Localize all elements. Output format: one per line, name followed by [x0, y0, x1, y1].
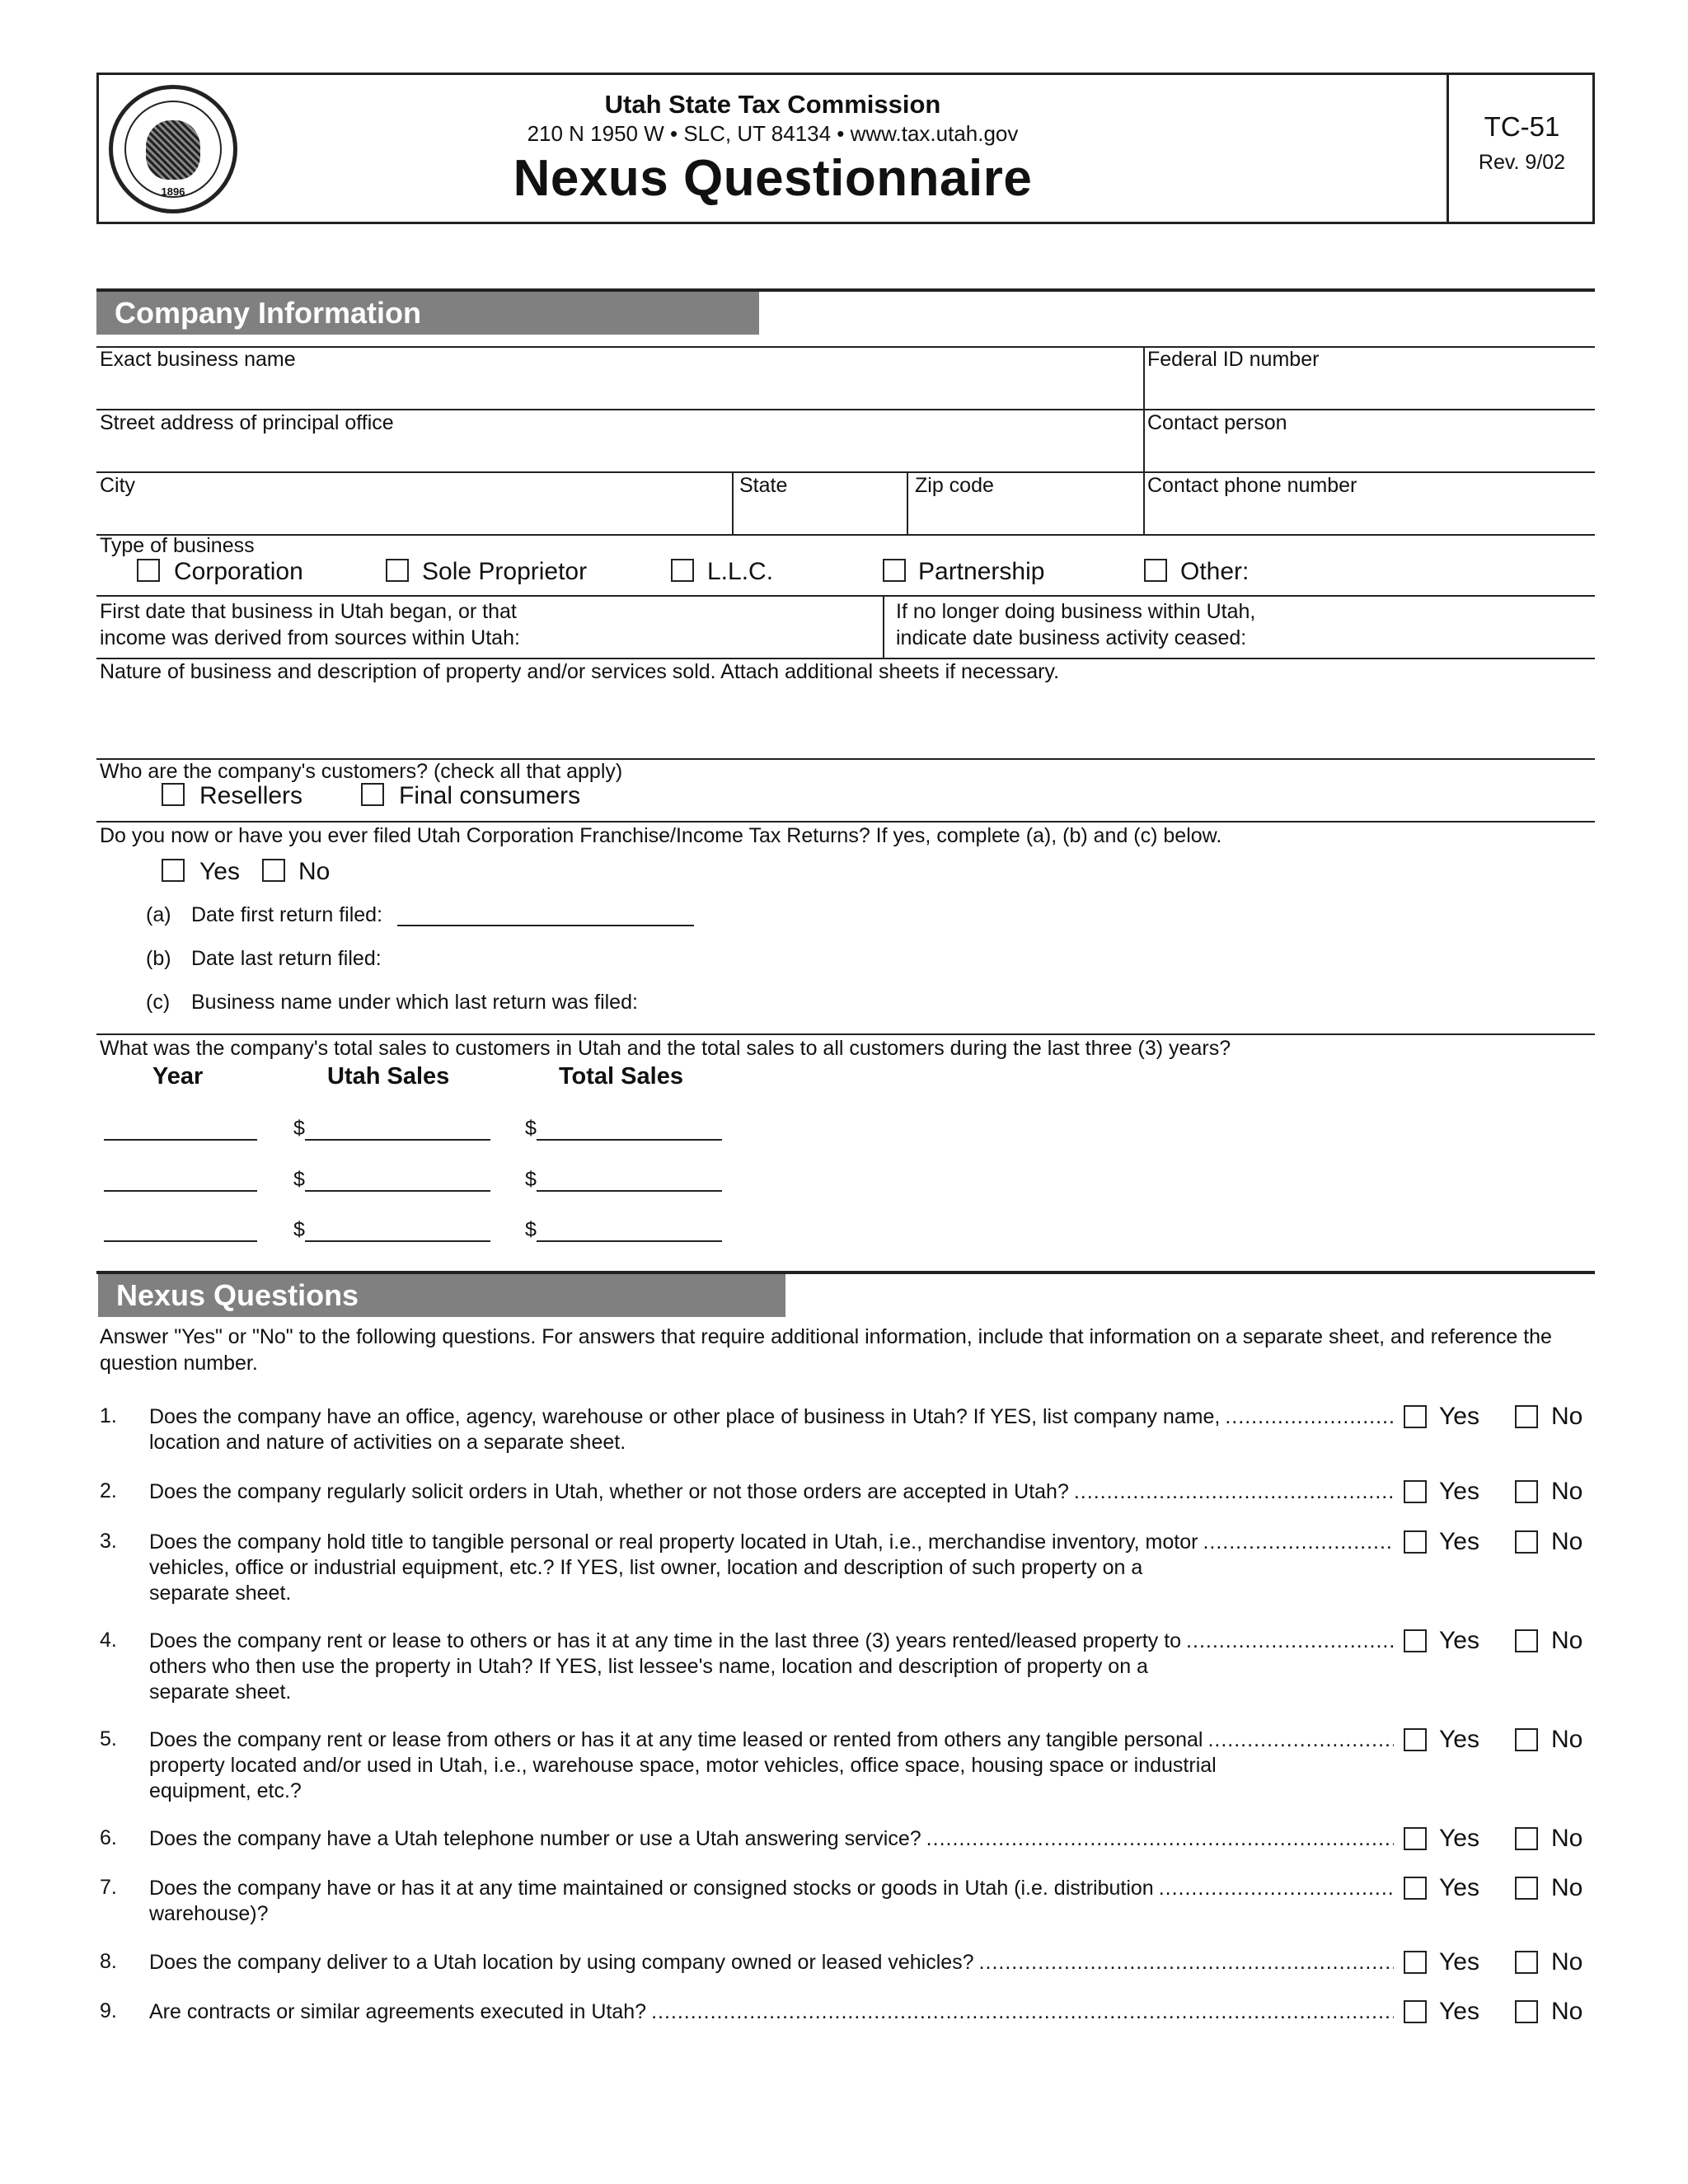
final-consumers-label: Final consumers [399, 782, 581, 809]
yes-label: Yes [1439, 1998, 1479, 2025]
zip-label: Zip code [915, 474, 994, 497]
question-text: Does the company have a Utah telephone number or use a Utah answering service? ..... [149, 1826, 1394, 1852]
question-text: Does the company hold title to tangible personal or real property located in Utah, i.e., merchandise inventory, motor ..... vehicles, office or industrial equipment, etc.? If YES, list owner, location and description of such property on a separate sheet. [149, 1530, 1394, 1606]
question-4-yes-checkbox[interactable] [1404, 1629, 1427, 1652]
no-label: No [1551, 1528, 1583, 1555]
question-text: Does the company have an office, agency, warehouse or other place of business in Utah? If YES, list company name, ..... location and nature of activities on a separate sheet. [149, 1404, 1394, 1455]
yes-label: Yes [1439, 1403, 1479, 1430]
sole-proprietor-checkbox[interactable] [386, 559, 409, 582]
question-text: Does the company regularly solicit orders in Utah, whether or not those orders are accepted in Utah? ..... [149, 1479, 1394, 1505]
sub-b-letter: (b) [146, 947, 171, 970]
sub-a-letter: (a) [146, 903, 171, 926]
business-name-label: Exact business name [100, 348, 296, 371]
yes-label: Yes [1439, 1948, 1479, 1975]
yes-label: Yes [1439, 1825, 1479, 1852]
total-sales-line-1[interactable] [537, 1139, 722, 1141]
no-label: No [1551, 1403, 1583, 1430]
date-last-filed-label: Date last return filed: [191, 947, 382, 970]
filed-yes-label: Yes [199, 858, 240, 885]
question-number: 7. [100, 1876, 117, 1899]
question-number: 8. [100, 1950, 117, 1973]
yes-label: Yes [1439, 1478, 1479, 1505]
question-5-yes-checkbox[interactable] [1404, 1728, 1427, 1751]
question-text: Does the company have or has it at any time maintained or consigned stocks or goods in Utah (i.e. distribution ..... warehouse)? [149, 1876, 1394, 1927]
year-line-2[interactable] [104, 1190, 257, 1192]
no-label: No [1551, 1874, 1583, 1901]
first-date-label: First date that business in Utah began, or that income was derived from sources within Utah: [100, 600, 520, 649]
form-number: TC-51 [1484, 111, 1560, 142]
question-6-yes-checkbox[interactable] [1404, 1827, 1427, 1850]
question-3-yes-checkbox[interactable] [1404, 1530, 1427, 1554]
agency-name: Utah State Tax Commission [604, 90, 941, 119]
form-header [96, 73, 1595, 224]
question-text: Does the company rent or lease to others or has it at any time in the last three (3) years rented/leased property to ..... others who then use the property in Utah? If YES, list lessee's name, location and description of property on a separate sheet. [149, 1629, 1394, 1705]
question-number: 5. [100, 1727, 117, 1750]
state-seal-icon: 1896 [109, 85, 237, 213]
nexus-section-title: Nexus Questions [98, 1274, 785, 1317]
yes-label: Yes [1439, 1528, 1479, 1555]
utah-sales-line-1[interactable] [305, 1139, 490, 1141]
other-checkbox[interactable] [1144, 559, 1167, 582]
final-consumers-checkbox[interactable] [361, 783, 384, 806]
filed-no-label: No [298, 858, 331, 885]
sole-proprietor-label: Sole Proprietor [422, 558, 588, 585]
yes-label: Yes [1439, 1627, 1479, 1654]
question-text: Does the company deliver to a Utah location by using company owned or leased vehicles? ..... [149, 1950, 1394, 1975]
other-label: Other: [1180, 558, 1250, 585]
llc-checkbox[interactable] [671, 559, 694, 582]
resellers-label: Resellers [199, 782, 303, 809]
col-year-header: Year [152, 1063, 204, 1090]
question-number: 3. [100, 1530, 117, 1553]
filed-yes-checkbox[interactable] [162, 859, 185, 882]
partnership-checkbox[interactable] [883, 559, 906, 582]
form-revision: Rev. 9/02 [1478, 151, 1566, 174]
year-line-3[interactable] [104, 1240, 257, 1242]
state-label: State [739, 474, 788, 497]
no-label: No [1551, 1998, 1583, 2025]
filed-returns-question: Do you now or have you ever filed Utah Corporation Franchise/Income Tax Returns? If yes, complete (a), (b) and (c) below. [100, 824, 1222, 847]
street-address-label: Street address of principal office [100, 411, 394, 434]
contact-phone-label: Contact phone number [1147, 474, 1357, 497]
filed-no-checkbox[interactable] [262, 859, 285, 882]
question-4-no-checkbox[interactable] [1515, 1629, 1538, 1652]
federal-id-label: Federal ID number [1147, 348, 1320, 371]
partnership-label: Partnership [918, 558, 1045, 585]
nature-of-business-label: Nature of business and description of property and/or services sold. Attach additional sheets if necessary. [100, 660, 1060, 683]
question-number: 1. [100, 1404, 117, 1427]
question-8-no-checkbox[interactable] [1515, 1951, 1538, 1974]
question-9-no-checkbox[interactable] [1515, 2000, 1538, 2023]
last-return-name-label: Business name under which last return was filed: [191, 991, 638, 1014]
dollar-sign: $ [525, 1218, 537, 1241]
date-first-filed-line[interactable] [397, 925, 694, 926]
question-1-yes-checkbox[interactable] [1404, 1405, 1427, 1428]
resellers-checkbox[interactable] [162, 783, 185, 806]
date-first-filed-label: Date first return filed: [191, 903, 383, 926]
no-label: No [1551, 1948, 1583, 1975]
utah-sales-line-3[interactable] [305, 1240, 490, 1242]
city-label: City [100, 474, 136, 497]
yes-label: Yes [1439, 1726, 1479, 1753]
utah-sales-line-2[interactable] [305, 1190, 490, 1192]
nexus-intro: Answer "Yes" or "No" to the following questions. For answers that require additional information, include that information on a separate sheet, and reference the question number. [100, 1325, 1552, 1375]
question-text: Are contracts or similar agreements executed in Utah? ..... [149, 1999, 1394, 2025]
dollar-sign: $ [525, 1168, 537, 1191]
dollar-sign: $ [293, 1218, 305, 1241]
question-9-yes-checkbox[interactable] [1404, 2000, 1427, 2023]
sub-c-letter: (c) [146, 991, 171, 1014]
year-line-1[interactable] [104, 1139, 257, 1141]
no-label: No [1551, 1726, 1583, 1753]
type-of-business-label: Type of business [100, 534, 255, 557]
company-section-title: Company Information [96, 292, 759, 335]
dollar-sign: $ [293, 1117, 305, 1140]
question-number: 6. [100, 1826, 117, 1849]
no-label: No [1551, 1478, 1583, 1505]
col-utah-sales-header: Utah Sales [327, 1063, 450, 1090]
agency-address: 210 N 1950 W • SLC, UT 84134 • www.tax.utah.gov [527, 121, 1019, 146]
question-3-no-checkbox[interactable] [1515, 1530, 1538, 1554]
question-7-no-checkbox[interactable] [1515, 1877, 1538, 1900]
question-6-no-checkbox[interactable] [1515, 1827, 1538, 1850]
total-sales-line-3[interactable] [537, 1240, 722, 1242]
col-total-sales-header: Total Sales [559, 1063, 683, 1090]
question-1-no-checkbox[interactable] [1515, 1405, 1538, 1428]
no-label: No [1551, 1627, 1583, 1654]
question-8-yes-checkbox[interactable] [1404, 1951, 1427, 1974]
ceased-date-label: If no longer doing business within Utah, indicate date business activity ceased: [896, 600, 1256, 649]
corporation-label: Corporation [174, 558, 303, 585]
form-title: Nexus Questionnaire [513, 150, 1033, 207]
no-label: No [1551, 1825, 1583, 1852]
question-7-yes-checkbox[interactable] [1404, 1877, 1427, 1900]
question-2-yes-checkbox[interactable] [1404, 1480, 1427, 1503]
question-number: 9. [100, 1999, 117, 2022]
yes-label: Yes [1439, 1874, 1479, 1901]
dollar-sign: $ [525, 1117, 537, 1140]
question-2-no-checkbox[interactable] [1515, 1480, 1538, 1503]
total-sales-line-2[interactable] [537, 1190, 722, 1192]
question-text: Does the company rent or lease from others or has it at any time leased or rented from others any tangible personal ..... property located and/or used in Utah, i.e., warehouse space, motor vehicles, office space, housing space or industrial equipment, etc.? [149, 1727, 1394, 1804]
corporation-checkbox[interactable] [137, 559, 160, 582]
dollar-sign: $ [293, 1168, 305, 1191]
question-number: 4. [100, 1629, 117, 1652]
sales-question: What was the company's total sales to customers in Utah and the total sales to all customers during the last three (3) years? [100, 1037, 1231, 1060]
customers-question: Who are the company's customers? (check all that apply) [100, 760, 623, 783]
llc-label: L.L.C. [707, 558, 774, 585]
contact-person-label: Contact person [1147, 411, 1287, 434]
question-number: 2. [100, 1479, 117, 1502]
question-5-no-checkbox[interactable] [1515, 1728, 1538, 1751]
